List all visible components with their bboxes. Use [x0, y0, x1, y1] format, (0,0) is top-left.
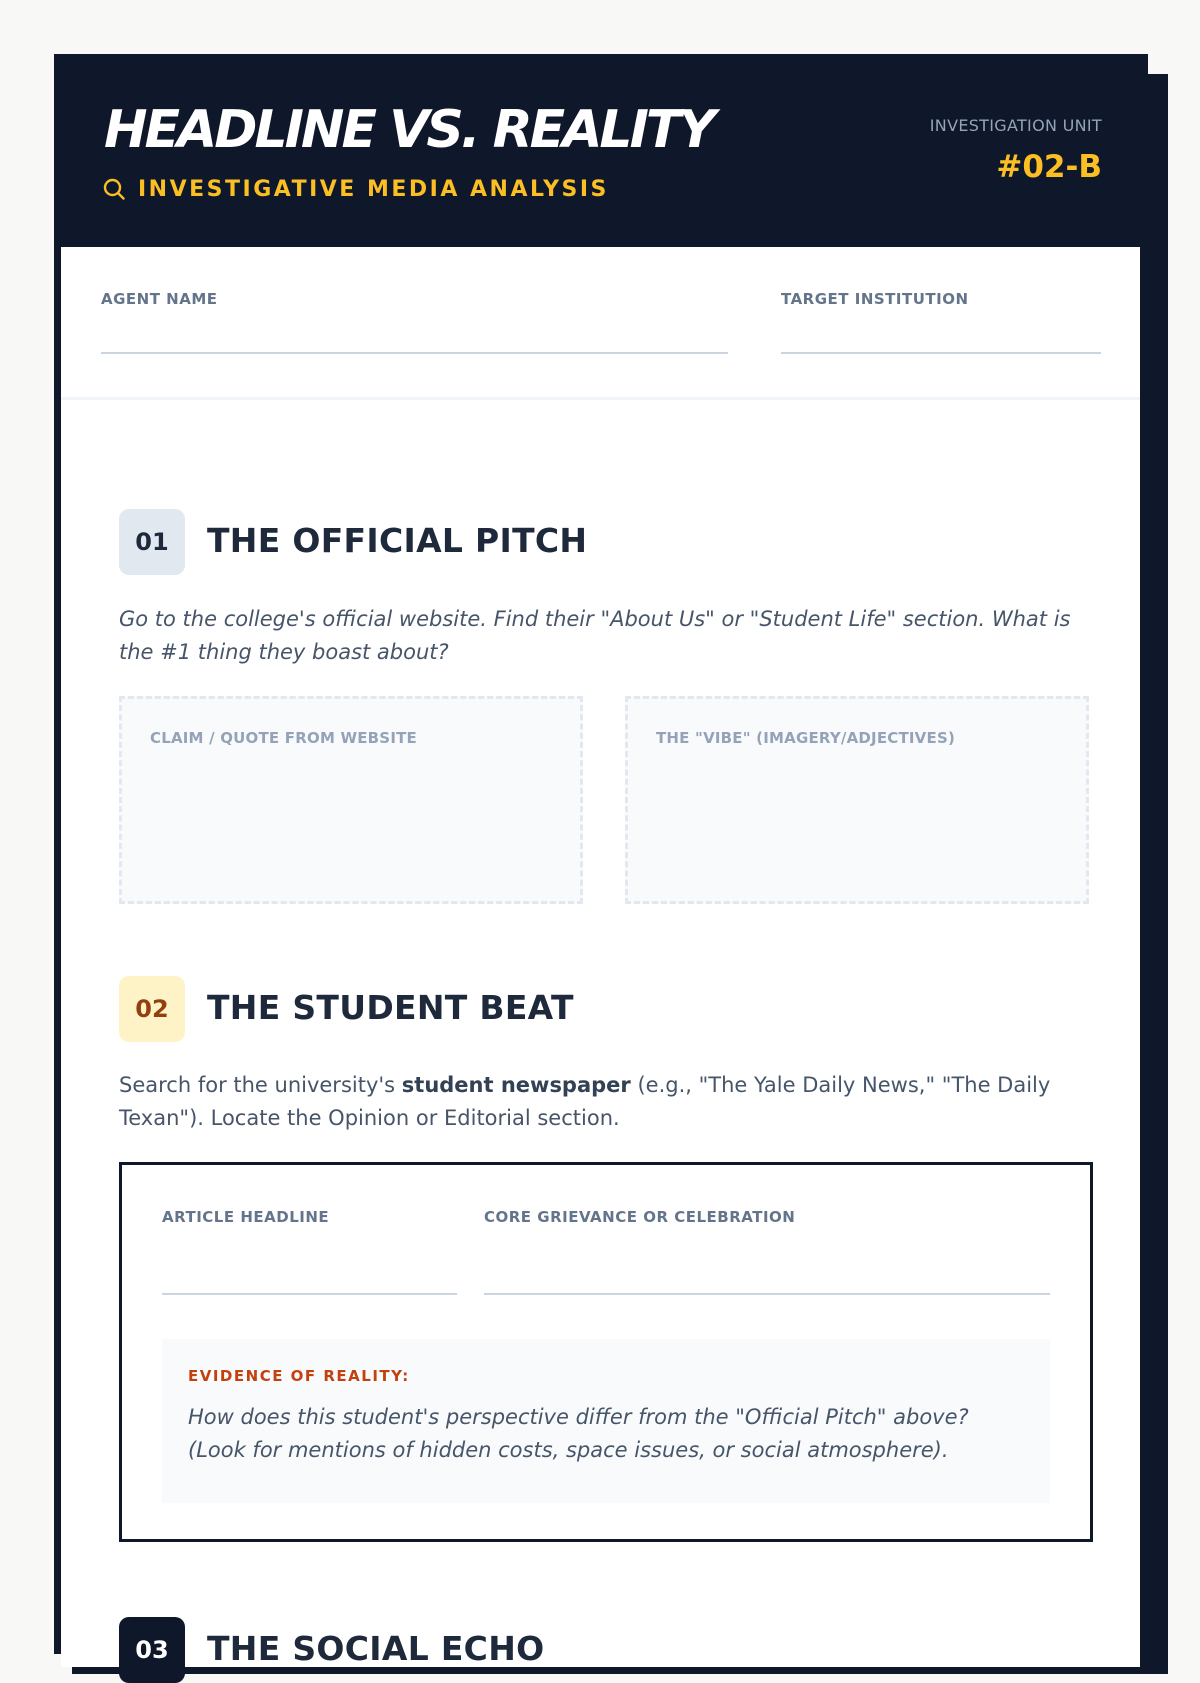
section-number-badge: 03: [119, 1617, 185, 1683]
investigation-unit-code: #02-B: [996, 149, 1102, 185]
page-title: HEADLINE VS. REALITY: [104, 100, 714, 160]
instruction-text: (e.g., "The Yale Daily News," "The Daily Texan"). Locate the Opinion or Editorial section.: [119, 1073, 1051, 1130]
claim-quote-label: CLAIM / QUOTE FROM WEBSITE: [150, 729, 417, 747]
evidence-box[interactable]: [162, 1339, 1050, 1503]
section-title: THE SOCIAL ECHO: [207, 1629, 545, 1668]
vibe-box[interactable]: [625, 696, 1089, 904]
target-institution-label: TARGET INSTITUTION: [781, 290, 969, 308]
header: [54, 54, 1148, 247]
section-number-badge: 02: [119, 976, 185, 1042]
vibe-label: THE "VIBE" (IMAGERY/ADJECTIVES): [656, 729, 956, 747]
student-beat-frame: [119, 1162, 1093, 1542]
evidence-prompt: How does this student's perspective differ from the "Official Pitch" above? (Look for mentions of hidden costs, space issues, or social atmosphere).: [188, 1405, 969, 1462]
investigation-unit-label: INVESTIGATION UNIT: [929, 116, 1102, 135]
section-title: THE OFFICIAL PITCH: [207, 521, 588, 560]
search-icon: [102, 177, 126, 201]
evidence-label: EVIDENCE OF REALITY:: [188, 1367, 410, 1385]
instruction-text: Search for the university's: [119, 1073, 402, 1097]
section-instruction: [119, 1069, 1079, 1135]
agent-name-field[interactable]: [101, 352, 728, 354]
article-headline-field[interactable]: [162, 1293, 457, 1295]
subtitle: [102, 176, 609, 202]
article-headline-label: ARTICLE HEADLINE: [162, 1208, 330, 1226]
core-grievance-label: CORE GRIEVANCE OR CELEBRATION: [484, 1208, 796, 1226]
subtitle-text: INVESTIGATIVE MEDIA ANALYSIS: [138, 176, 609, 202]
worksheet-body: [61, 247, 1140, 1667]
section-number-badge: 01: [119, 509, 185, 575]
section-title: THE STUDENT BEAT: [207, 988, 574, 1027]
worksheet: [54, 54, 1148, 1668]
target-institution-field[interactable]: [781, 352, 1101, 354]
instruction-emphasis: student newspaper: [401, 1073, 631, 1097]
agent-info-row: [61, 247, 1140, 400]
section-instruction: Go to the college's official website. Find their "About Us" or "Student Life" section. What is the #1 thing they boast about?: [119, 607, 1071, 664]
core-grievance-field[interactable]: [484, 1293, 1050, 1295]
agent-name-label: AGENT NAME: [101, 290, 218, 308]
claim-quote-box[interactable]: [119, 696, 583, 904]
